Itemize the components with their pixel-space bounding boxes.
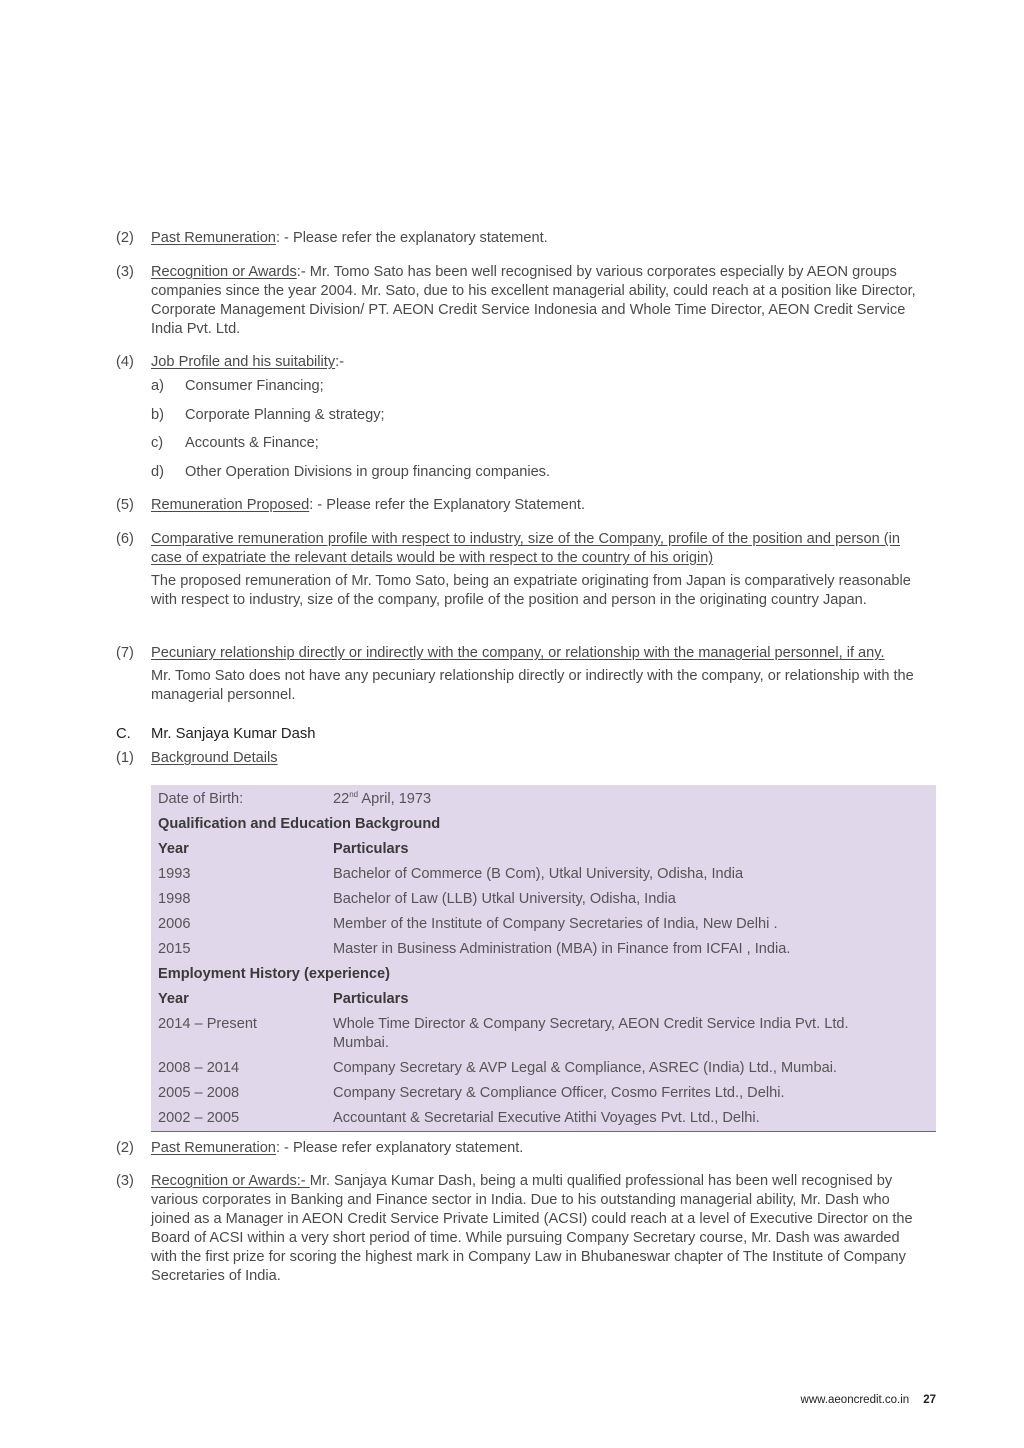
- year-cell: 2006: [158, 916, 191, 932]
- item-text: : - Please refer explanatory statement.: [275, 1140, 524, 1156]
- item-heading: Past Remuneration: [151, 230, 276, 246]
- list-letter: a): [151, 378, 164, 394]
- job-profile-item: [151, 377, 911, 396]
- year-cell: 2015: [158, 941, 191, 957]
- particulars-cell: Master in Business Administration (MBA) in Finance from ICFAI , India.: [333, 941, 791, 957]
- item-text: :-: [335, 354, 345, 370]
- background-table: [151, 785, 936, 1132]
- item-heading: Pecuniary relationship directly or indirectly with the company, or relationship with the managerial personnel, if any.: [151, 645, 885, 661]
- year-cell: 2002 – 2005: [158, 1110, 240, 1126]
- job-profile-item: [151, 463, 911, 482]
- year-header: Year: [158, 841, 189, 857]
- item-past-remuneration: [116, 229, 938, 248]
- dob-label: Date of Birth:: [158, 791, 244, 807]
- job-profile-item: [151, 406, 911, 425]
- table-row: [151, 1106, 936, 1132]
- item-job-profile: [116, 353, 938, 372]
- item-remuneration-proposed: [116, 496, 938, 515]
- item-number: (7): [116, 645, 134, 661]
- dob-day: 22: [333, 791, 350, 807]
- job-profile-item: [151, 434, 911, 453]
- item-background-details: [116, 749, 938, 768]
- list-letter: c): [151, 435, 164, 451]
- list-text: Consumer Financing;: [185, 378, 324, 394]
- table-row: [151, 862, 936, 887]
- table-row: [151, 785, 936, 812]
- item-number: (6): [116, 531, 134, 547]
- table-row: [151, 1056, 936, 1081]
- table-row: [151, 1081, 936, 1106]
- item-recognition-awards: [116, 263, 938, 339]
- list-text: Accounts & Finance;: [185, 435, 319, 451]
- list-text: Corporate Planning & strategy;: [185, 407, 385, 423]
- table-row: [151, 912, 936, 937]
- item-number: (3): [116, 264, 134, 280]
- particulars-cell: Bachelor of Commerce (B Com), Utkal University, Odisha, India: [333, 866, 744, 882]
- item-recognition-awards-dash: [116, 1172, 938, 1286]
- dob-rest: April, 1973: [358, 791, 432, 807]
- year-cell: 1993: [158, 866, 191, 882]
- item-heading: Remuneration Proposed: [151, 497, 310, 513]
- year-cell: 2008 – 2014: [158, 1060, 240, 1076]
- item-paragraph: Mr. Tomo Sato does not have any pecuniary relationship directly or indirectly with the company, or relationship with the managerial personnel.: [151, 668, 914, 703]
- page-number: 27: [923, 1394, 936, 1406]
- year-cell: 1998: [158, 891, 191, 907]
- item-paragraph: The proposed remuneration of Mr. Tomo Sato, being an expatriate originating from Japan is comparatively reasonable with respect to industry, size of the company, profile of the position and person in the originating country Japan.: [151, 573, 911, 608]
- item-number: (1): [116, 750, 134, 766]
- particulars-cell: Company Secretary & AVP Legal & Compliance, ASREC (India) Ltd., Mumbai.: [333, 1060, 837, 1076]
- item-heading: Comparative remuneration profile with respect to industry, size of the Company, profile of the position and person (in case of expatriate the relevant details would be with respect to the country of his origin): [151, 531, 900, 566]
- qualification-heading: Qualification and Education Background: [158, 816, 441, 832]
- particulars-header: Particulars: [333, 841, 409, 857]
- dob-value: [326, 785, 936, 812]
- year-cell: 2014 – Present: [158, 1016, 257, 1032]
- item-number: (2): [116, 230, 134, 246]
- item-heading: Past Remuneration: [151, 1140, 276, 1156]
- section-heading: [116, 725, 716, 744]
- item-comparative-remuneration: [116, 530, 938, 610]
- employment-heading: Employment History (experience): [158, 966, 390, 982]
- table-row: [151, 887, 936, 912]
- item-heading: Background Details: [151, 750, 278, 766]
- table-row: [151, 987, 936, 1012]
- table-row: [151, 1012, 936, 1056]
- particulars-cell: Company Secretary & Compliance Officer, Cosmo Ferrites Ltd., Delhi.: [333, 1085, 785, 1101]
- year-cell: 2005 – 2008: [158, 1085, 240, 1101]
- item-text: : - Please refer the Explanatory Statement.: [309, 497, 586, 513]
- item-text: : - Please refer the explanatory statement.: [275, 230, 548, 246]
- particulars-cell: Member of the Institute of Company Secretaries of India, New Delhi .: [333, 916, 778, 932]
- list-text: Other Operation Divisions in group financing companies.: [185, 464, 551, 480]
- item-pecuniary-relationship: [116, 644, 938, 705]
- item-heading: Job Profile and his suitability: [151, 354, 336, 370]
- table-row: [151, 937, 936, 962]
- item-heading: Recognition or Awards:-: [151, 1173, 310, 1189]
- page-footer: [760, 1391, 936, 1410]
- section-letter: C.: [116, 726, 131, 742]
- year-header: Year: [158, 991, 189, 1007]
- table-row: [151, 812, 936, 837]
- item-number: (4): [116, 354, 134, 370]
- item-number: (5): [116, 497, 134, 513]
- item-heading: Recognition or Awards: [151, 264, 297, 280]
- particulars-header: Particulars: [333, 991, 409, 1007]
- section-title: Mr. Sanjaya Kumar Dash: [151, 726, 316, 742]
- item-number: (2): [116, 1140, 134, 1156]
- particulars-cell: Bachelor of Law (LLB) Utkal University, Odisha, India: [333, 891, 676, 907]
- website-link[interactable]: www.aeoncredit.co.in: [800, 1394, 910, 1406]
- item-number: (3): [116, 1173, 134, 1189]
- item-text: Mr. Sanjaya Kumar Dash, being a multi qualified professional has been well recognised by various corporates in Banking and Finance sector in India. Due to his outstanding managerial ability, Mr. Dash who joined as a Manager in AEON Credit Service Private Limited (ACSI) could reach at a level of Executive Director on the Board of ACSI within a very short period of time. While pursuing Company Secretary course, Mr. Dash was awarded with the first prize for scoring the highest mark in Company Law in Bhubaneswar chapter of The Institute of Company Secretaries of India.: [151, 1173, 913, 1284]
- particulars-cell: Accountant & Secretarial Executive Atithi Voyages Pvt. Ltd., Delhi.: [333, 1110, 760, 1126]
- particulars-cell: Whole Time Director & Company Secretary, AEON Credit Service India Pvt. Ltd. Mumbai.: [333, 1016, 849, 1051]
- item-past-remuneration-dash: [116, 1139, 938, 1158]
- table-row: [151, 962, 936, 987]
- table-row: [151, 837, 936, 862]
- item-text: :- Mr. Tomo Sato has been well recognised by various corporates especially by AEON groups companies since the year 2004. Mr. Sato, due to his excellent managerial ability, could reach at a position like Director, Corporate Management Division/ PT. AEON Credit Service Indonesia and Whole Time Director, AEON Credit Service India Pvt. Ltd.: [151, 264, 916, 337]
- dob-suffix: nd: [349, 790, 359, 800]
- list-letter: d): [151, 464, 164, 480]
- list-letter: b): [151, 407, 164, 423]
